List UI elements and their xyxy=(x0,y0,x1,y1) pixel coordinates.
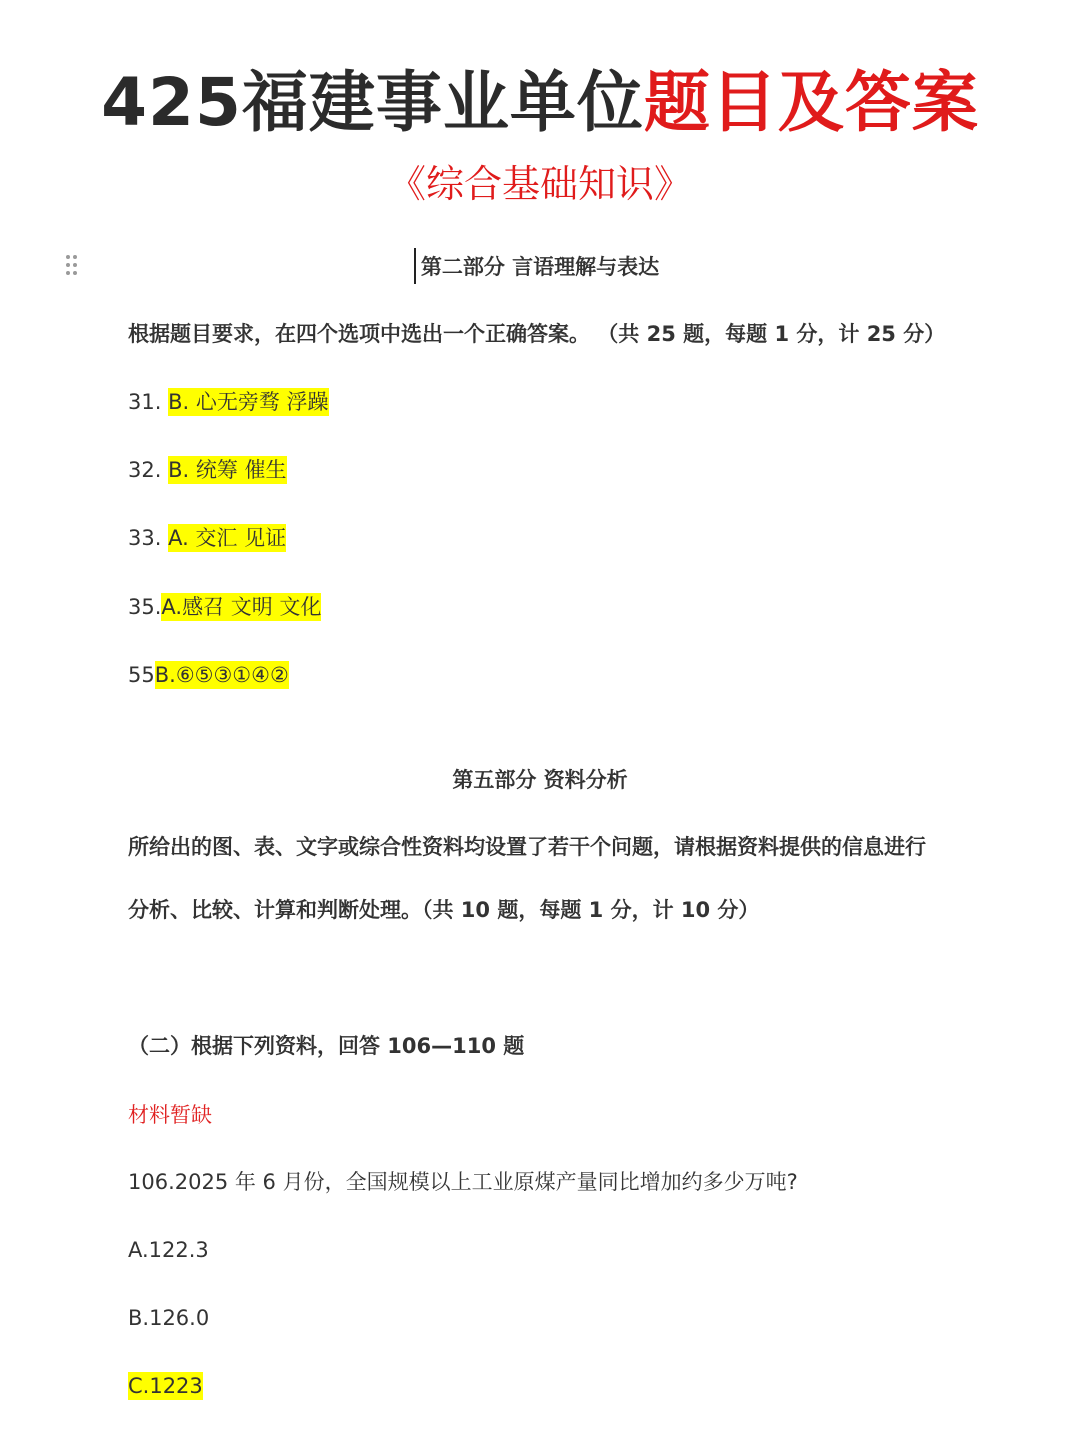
page-title xyxy=(0,58,1080,148)
answer-highlight: B. 统筹 催生 xyxy=(168,458,287,482)
answer-number: 35. xyxy=(128,595,162,619)
answer-number: 33. xyxy=(128,526,169,550)
subsection-heading: （二）根据下列资料，回答 106—110 题 xyxy=(128,1034,525,1058)
page-subtitle: 《综合基础知识》 xyxy=(387,162,692,206)
section2-instruction: 根据题目要求，在四个选项中选出一个正确答案。 （共 25 题，每题 1 分，计 25 分） xyxy=(128,322,946,346)
section5-instruction-line2: 分析、比较、计算和判断处理。（共 10 题，每题 1 分，计 10 分） xyxy=(128,898,760,922)
question-text: 106.2025 年 6 月份，全国规模以上工业原煤产量同比增加约多少万吨? xyxy=(128,1170,798,1194)
option-a: A.122.3 xyxy=(128,1238,209,1262)
answer-highlight: A. 交汇 见证 xyxy=(168,526,287,550)
answer-highlight: C.1223 xyxy=(128,1374,203,1398)
answer-number: 55 xyxy=(128,663,155,687)
answer-row xyxy=(128,590,321,624)
title-black: 425福建事业单位 xyxy=(101,64,644,141)
material-note: 材料暂缺 xyxy=(128,1103,212,1127)
section5-instruction-line1: 所给出的图、表、文字或综合性资料均设置了若干个问题，请根据资料提供的信息进行 xyxy=(128,835,926,859)
answer-row xyxy=(128,521,286,555)
title-red: 题目及答案 xyxy=(643,64,979,141)
option-c xyxy=(128,1369,203,1403)
answer-number: 31. xyxy=(128,390,169,414)
answer-number: 32. xyxy=(128,458,169,482)
answer-row xyxy=(128,453,287,487)
section2-heading: 第二部分 言语理解与表达 xyxy=(420,255,660,279)
answer-highlight: B.⑥⑤③①④② xyxy=(154,663,289,687)
answer-row xyxy=(128,658,289,692)
answer-row xyxy=(128,385,329,419)
answer-highlight: A.感召 文明 文化 xyxy=(161,595,322,619)
option-b: B.126.0 xyxy=(128,1306,210,1330)
answer-highlight: B. 心无旁骛 浮躁 xyxy=(168,390,329,414)
section5-heading: 第五部分 资料分析 xyxy=(452,768,628,792)
